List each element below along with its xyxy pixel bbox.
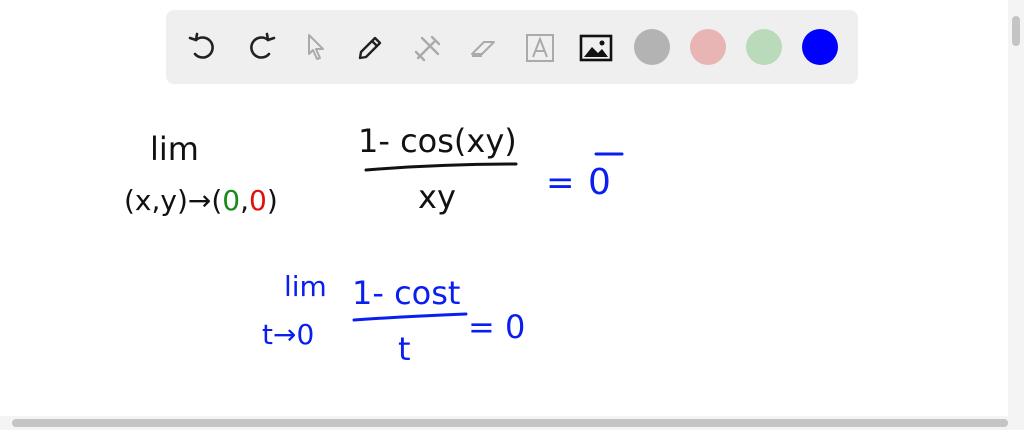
redo-icon [242, 30, 278, 66]
drawing-toolbar [166, 10, 858, 84]
horizontal-scrollbar[interactable] [0, 416, 1024, 430]
image-tool-button[interactable] [576, 28, 616, 68]
select-pointer-icon [298, 30, 334, 66]
subscript-1-zero-green: 0 [222, 184, 241, 217]
redo-button[interactable] [240, 28, 280, 68]
horizontal-scrollbar-thumb[interactable] [12, 419, 1008, 427]
fraction-bar-1 [366, 164, 516, 170]
subscript-1-zero-red: 0 [249, 184, 267, 217]
text-icon [522, 30, 558, 66]
subscript-2: t→0 [262, 318, 315, 351]
color-swatch-green[interactable] [746, 29, 782, 65]
numerator-1: 1- cos(xy) [358, 122, 517, 160]
tools-icon [410, 30, 446, 66]
tools-button[interactable] [408, 28, 448, 68]
select-tool-button[interactable] [296, 28, 336, 68]
color-swatch-gray[interactable] [634, 29, 670, 65]
equals-2: = 0 [468, 308, 526, 346]
handwriting-layer [0, 90, 1008, 416]
lim-1: lim [150, 130, 199, 168]
vertical-scrollbar-thumb[interactable] [1012, 16, 1020, 46]
whiteboard-canvas[interactable] [0, 90, 1008, 416]
lim-2: lim [284, 270, 327, 303]
pen-icon [352, 30, 388, 66]
vertical-scrollbar[interactable] [1008, 0, 1024, 416]
image-icon [578, 30, 614, 66]
numerator-2: 1- cost [352, 274, 461, 312]
fraction-bar-2 [354, 314, 466, 320]
eraser-icon [466, 30, 502, 66]
undo-icon [186, 30, 222, 66]
text-tool-button[interactable] [520, 28, 560, 68]
color-swatch-pink[interactable] [690, 29, 726, 65]
subscript-1 [124, 184, 278, 217]
subscript-1-comma: , [240, 184, 250, 217]
pen-tool-button[interactable] [350, 28, 390, 68]
result-1: 0 [588, 162, 611, 203]
undo-button[interactable] [184, 28, 224, 68]
denominator-2: t [398, 330, 411, 368]
color-swatch-blue[interactable] [802, 29, 838, 65]
subscript-1-suffix: ) [266, 184, 278, 217]
eraser-tool-button[interactable] [464, 28, 504, 68]
equals-1: = [546, 163, 575, 203]
subscript-1-prefix: (x,y)→( [124, 184, 223, 217]
denominator-1: xy [418, 178, 456, 216]
